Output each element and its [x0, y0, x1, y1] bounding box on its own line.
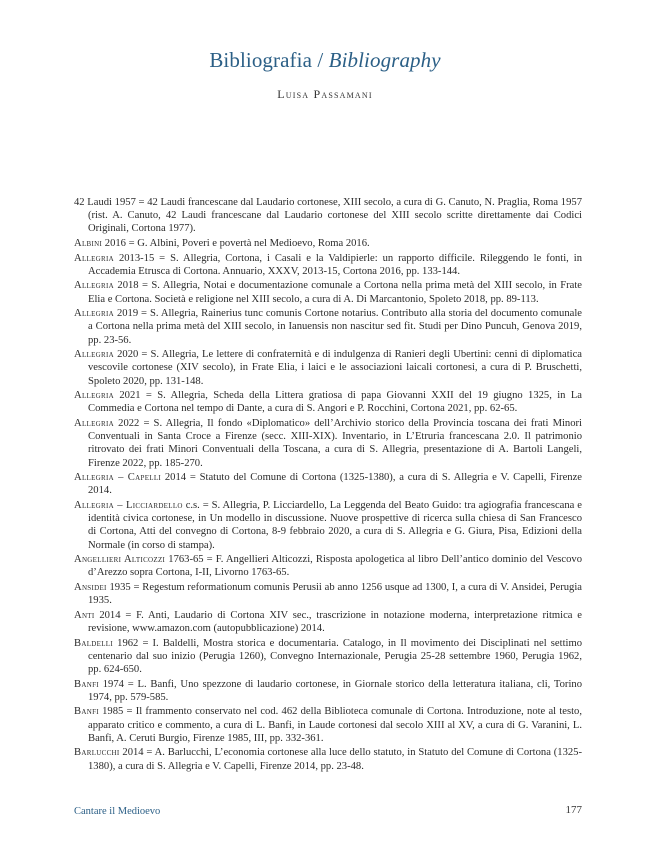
entry-text: 2018 = S. Allegria, Notai e documentazione comunale a Cortona nella prima metà del XIII secolo, in Frate Elia e Cortona. Società e religione nel XIII secolo, a cura di A. Di Marcantonio, Spoleto 2018, pp. 89-113.: [88, 280, 582, 305]
bibliography-entry: [74, 705, 582, 745]
bibliography-entry: [74, 196, 582, 236]
entry-author-key: Allegria: [74, 349, 114, 361]
bibliography-entry: [74, 678, 582, 704]
entry-author-key: Allegria: [74, 280, 114, 292]
bibliography-entry: [74, 252, 582, 278]
running-footer: Cantare il Medioevo: [74, 806, 161, 817]
entry-author-key: Banfi: [74, 678, 99, 690]
entry-text: c.s. = S. Allegria, P. Licciardello, La Leggenda del Beato Guido: tra agiografia francescana e identità civica cortonese, in Un modello in discussione. Nuove prospettive di ricerca sulla chiesa di San Francesco di Cortona, Atti del convegno di Cortona, 8-9 febbraio 2020, a cura di S. Allegria e G. Giura, Pisa, Edizioni della Normale (in corso di stampa).: [88, 499, 582, 551]
entry-author-key: Albini: [74, 238, 103, 249]
entry-text: 1935 = Regestum reformationum comunis Perusii ab anno 1256 usque ad 1300, I, a cura di V. Ansidei, Perugia 1935.: [88, 581, 582, 607]
entry-text: 2020 = S. Allegria, Le lettere di confraternità e di indulgenza di Ranieri degli Ubertini: cenni di diplomatica vescovile cortonese (XIV secolo), in Frate Elia, i laici e le associazioni laicali cortonesi, a cura di P. Bruschetti, Spoleto 2020, pp. 131-148.: [88, 349, 582, 387]
bibliography-entry: [74, 609, 582, 635]
bibliography-entry: [74, 553, 582, 579]
bibliography-entry: [74, 417, 582, 470]
bibliography-entry: [74, 499, 582, 552]
entry-text: 42 Laudi 1957 = 42 Laudi francescane dal Laudario cortonese, XIII secolo, a cura di G. Canuto, N. Praglia, Roma 1957 (rist. A. Canuto, 42 Laudi francescane dal Laudario cortonese del XIII secolo scritte direttamente dai Codici Originali, Cortona 1977).: [74, 197, 582, 235]
page-title: [0, 48, 650, 73]
bibliography-entry: [74, 389, 582, 415]
bibliography-list: [74, 196, 582, 774]
entry-text: 1763-65 = F. Angellieri Alticozzi, Risposta apologetica al libro Dell’antico dominio del Vescovo d’Arezzo sopra Cortona, I-II, Livorno 1763-65.: [88, 554, 582, 579]
bibliography-entry: [74, 279, 582, 305]
entry-author-key: Ansidei: [74, 581, 107, 593]
entry-text: 2019 = S. Allegria, Rainerius tunc comunis Cortone notarius. Contributo alla storia del documento comunale a Cortona nella prima metà del XIII secolo, in Ianuensis non nascitur sed fit. Studi per Dino Puncuh, Genova 2019, pp. 23-56.: [88, 308, 582, 346]
entry-text: 2021 = S. Allegria, Scheda della Littera gratiosa di papa Giovanni XXII del 19 giugno 1325, in La Commedia e Cortona nel tempo di Dante, a cura di S. Angori e P. Rocchini, Cortona 2021, pp. 62-65.: [88, 390, 582, 415]
title-italian: Bibliografia: [209, 48, 312, 72]
entry-author-key: Allegria: [74, 417, 114, 429]
entry-text: 2014 = A. Barlucchi, L’economia cortonese alla luce dello statuto, in Statuto del Comune di Cortona (1325-1380), a cura di S. Allegria e V. Capelli, Firenze 2014, pp. 23-48.: [88, 747, 582, 772]
entry-text: 2016 = G. Albini, Poveri e povertà nel Medioevo, Roma 2016.: [104, 238, 370, 249]
entry-author-key: Allegria – Capelli: [74, 472, 162, 484]
entry-author-key: Angellieri Alticozzi: [74, 554, 166, 566]
entry-author-key: Allegria – Licciardello: [74, 499, 183, 511]
bibliography-entry: [74, 471, 582, 497]
entry-author-key: Banfi: [74, 706, 99, 718]
entry-author-key: Allegria: [74, 390, 114, 402]
bibliography-entry: [74, 237, 582, 250]
entry-author-key: Barlucchi: [74, 747, 120, 759]
entry-author-key: Allegria: [74, 308, 114, 320]
author-name: Luisa Passamani: [277, 87, 373, 101]
title-separator: /: [312, 48, 329, 72]
entry-text: 1962 = I. Baldelli, Mostra storica e documentaria. Catalogo, in Il movimento dei Disciplinati nel settimo centenario dal suo inizio (Perugia 1260), Convegno Internazionale, Perugia 25-28 settembre 1960, Perugia 1962, pp. 624-650.: [88, 637, 583, 675]
entry-author-key: Baldelli: [74, 637, 114, 649]
bibliography-entry: [74, 307, 582, 347]
entry-text: 2022 = S. Allegria, Il fondo «Diplomatico» dell’Archivio storico della Provincia toscana dei frati Minori Conventuali in Santa Croce a Firenze (secc. XIII-XIX). Inventario, in L’Etruria francescana 2.0. Il patrimonio ritrovato dei frati Minori Conventuali della Toscana, a cura di S. Allegria, presentazione di A. Bartoli Langeli, Firenze 2022, pp. 185-270.: [88, 417, 582, 469]
bibliography-entry: [74, 348, 582, 388]
bibliography-entry: [74, 581, 582, 607]
entry-text: 2013-15 = S. Allegria, Cortona, i Casali e la Valdipierle: un rapporto difficile. Rileggendo le fonti, in Accademia Etrusca di Cortona. Annuario, XXXV, 2013-15, Cortona 2016, pp. 133-144.: [88, 252, 582, 277]
entry-text: 1974 = L. Banfi, Uno spezzone di laudario cortonese, in Giornale storico della letteratura italiana, cli, Torino 1974, pp. 579-585.: [88, 678, 582, 703]
title-english: Bibliography: [328, 48, 441, 72]
page-number: 177: [565, 804, 582, 816]
entry-author-key: Allegria: [74, 252, 114, 264]
bibliography-entry: [74, 746, 582, 772]
entry-text: 1985 = Il frammento conservato nel cod. 462 della Biblioteca comunale di Cortona. Introduzione, note al testo, apparato critico e commento, a cura di L. Banfi, in Laude cortonesi dal secolo XIII al XV, a cura di G. Varanini, L. Banfi, A. Ceruti Burgio, Firenze 1985, III, pp. 332-361.: [88, 706, 582, 744]
entry-text: 2014 = Statuto del Comune di Cortona (1325-1380), a cura di S. Allegria e V. Capelli, Firenze 2014.: [88, 472, 582, 497]
entry-author-key: Anti: [74, 609, 95, 621]
bibliography-entry: [74, 637, 582, 677]
entry-text: 2014 = F. Anti, Laudario di Cortona XIV sec., trascrizione in notazione moderna, interpretazione ritmica e revisione, www.amazon.com (autopubblicazione) 2014.: [88, 609, 582, 634]
